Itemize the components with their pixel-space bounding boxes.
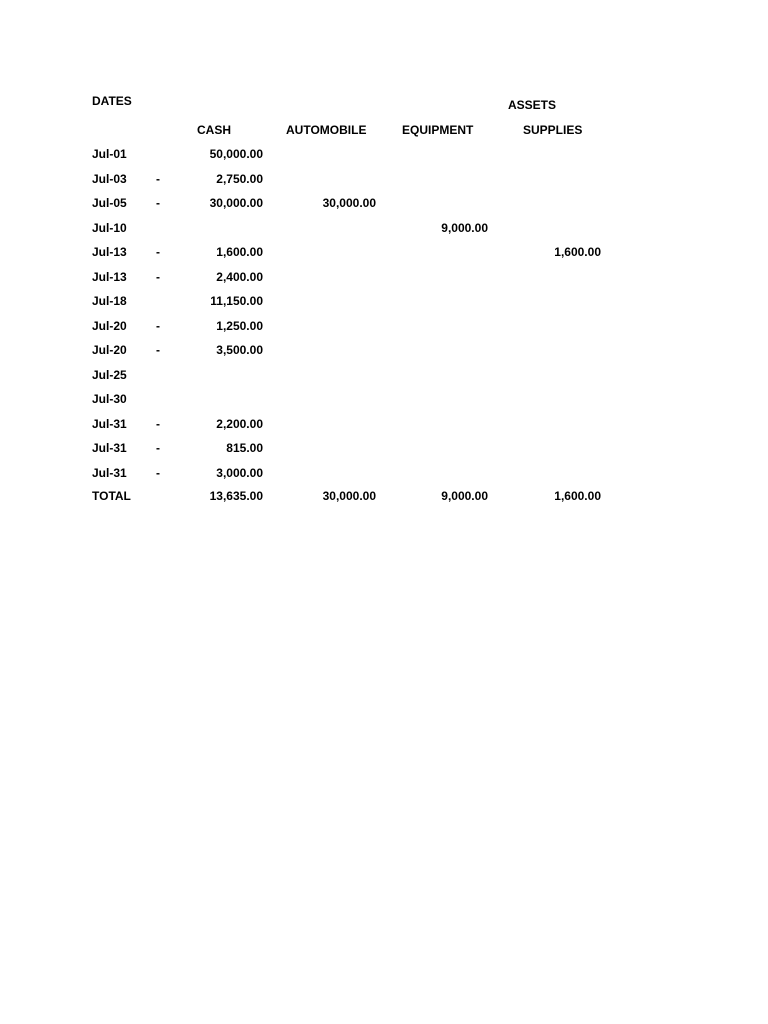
row-date: Jul-13 bbox=[92, 245, 127, 259]
row-sign: - bbox=[156, 417, 160, 431]
row-date: Jul-05 bbox=[92, 196, 127, 210]
row-date: Jul-31 bbox=[92, 466, 127, 480]
row-date: Jul-03 bbox=[92, 172, 127, 186]
header-assets: ASSETS bbox=[508, 98, 557, 112]
row-cash: 50,000.00 bbox=[209, 147, 263, 161]
row-sign: - bbox=[156, 441, 160, 455]
row-cash: 3,500.00 bbox=[216, 343, 263, 357]
row-sign: - bbox=[156, 270, 160, 284]
row-date: Jul-20 bbox=[92, 319, 127, 333]
header-equipment: EQUIPMENT bbox=[402, 123, 474, 137]
row-cash: 2,200.00 bbox=[216, 417, 263, 431]
row-date: Jul-13 bbox=[92, 270, 127, 284]
row-date: Jul-10 bbox=[92, 221, 127, 235]
row-cash: 1,250.00 bbox=[216, 319, 263, 333]
total-automobile: 30,000.00 bbox=[322, 489, 376, 503]
total-equipment: 9,000.00 bbox=[441, 489, 488, 503]
total-label: TOTAL bbox=[92, 489, 131, 503]
row-date: Jul-31 bbox=[92, 441, 127, 455]
header-automobile: AUTOMOBILE bbox=[286, 123, 367, 137]
row-sign: - bbox=[156, 172, 160, 186]
row-sign: - bbox=[156, 319, 160, 333]
row-cash: 30,000.00 bbox=[209, 196, 263, 210]
row-cash: 3,000.00 bbox=[216, 466, 263, 480]
row-cash: 2,750.00 bbox=[216, 172, 263, 186]
total-cash: 13,635.00 bbox=[209, 489, 263, 503]
row-automobile: 30,000.00 bbox=[322, 196, 376, 210]
header-dates: DATES bbox=[92, 94, 132, 108]
row-date: Jul-20 bbox=[92, 343, 127, 357]
row-equipment: 9,000.00 bbox=[441, 221, 488, 235]
row-cash: 1,600.00 bbox=[216, 245, 263, 259]
row-cash: 2,400.00 bbox=[216, 270, 263, 284]
header-supplies: SUPPLIES bbox=[523, 123, 583, 137]
header-cash: CASH bbox=[197, 123, 232, 137]
row-cash: 815.00 bbox=[226, 441, 263, 455]
row-date: Jul-31 bbox=[92, 417, 127, 431]
row-cash: 11,150.00 bbox=[210, 294, 263, 308]
row-supplies: 1,600.00 bbox=[554, 245, 601, 259]
row-sign: - bbox=[156, 245, 160, 259]
row-date: Jul-18 bbox=[92, 294, 127, 308]
row-date: Jul-25 bbox=[92, 368, 127, 382]
row-sign: - bbox=[156, 466, 160, 480]
row-date: Jul-01 bbox=[92, 147, 127, 161]
row-date: Jul-30 bbox=[92, 392, 127, 406]
row-sign: - bbox=[156, 343, 160, 357]
total-supplies: 1,600.00 bbox=[554, 489, 601, 503]
row-sign: - bbox=[156, 196, 160, 210]
